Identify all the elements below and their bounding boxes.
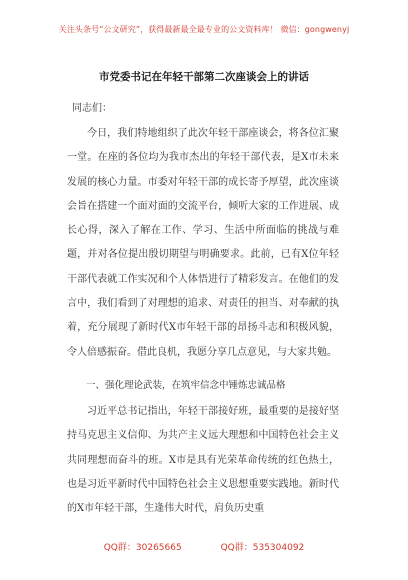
footer	[0, 540, 408, 553]
body-paragraph-1: 今日，我们特地组织了此次年轻干部座谈会，将各位汇聚一堂。在座的各位均为我市杰出的年轻干部代表，是X市未来发展的核心力量。市委对年轻干部的成长寄予厚望，此次座谈会旨在搭建一个面对面的交流平台，倾听大家的工作进展、成长心得，深入了解在工作、学习、生活中所面临的挑战与难题，并对各位提出殷切期望与明确要求。此前，已有X位年轻干部代表就工作实况和个人体悟进行了精彩发言。在他们的发言中，我们看到了对理想的追求、对责任的担当、对奉献的执着，充分展现了新时代X市年轻干部的昂扬斗志和积极风貌，令人倍感振奋。借此良机，我愿分享几点意见，与大家共勉。	[67, 128, 339, 358]
footer-qq-group-1: QQ群：30265665	[103, 543, 182, 553]
header-banner: 关注头条号“公文研究”，获得最新最全最专业的公文资料库！ 微信：gongwenyj	[58, 25, 350, 34]
page-title: 市党委书记在年轻干部第二次座谈会上的讲话	[99, 71, 309, 83]
section-heading-1: 一、强化理论武装，在筑牢信念中锤炼忠诚品格	[86, 380, 286, 391]
salutation: 同志们：	[72, 103, 112, 114]
footer-qq-group-2: QQ群：535304092	[220, 543, 305, 553]
body-paragraph-2: 习近平总书记指出，年轻干部接好班，最重要的是接好坚持马克思主义信仰、为共产主义远大理想和中国特色社会主义共同理想而奋斗的班。X市是具有光荣革命传统的红色热土，也是习近平新时代中国特色社会主义思想重要实践地。新时代的X市年轻干部，生逢伟大时代，肩负历史重	[67, 406, 339, 515]
